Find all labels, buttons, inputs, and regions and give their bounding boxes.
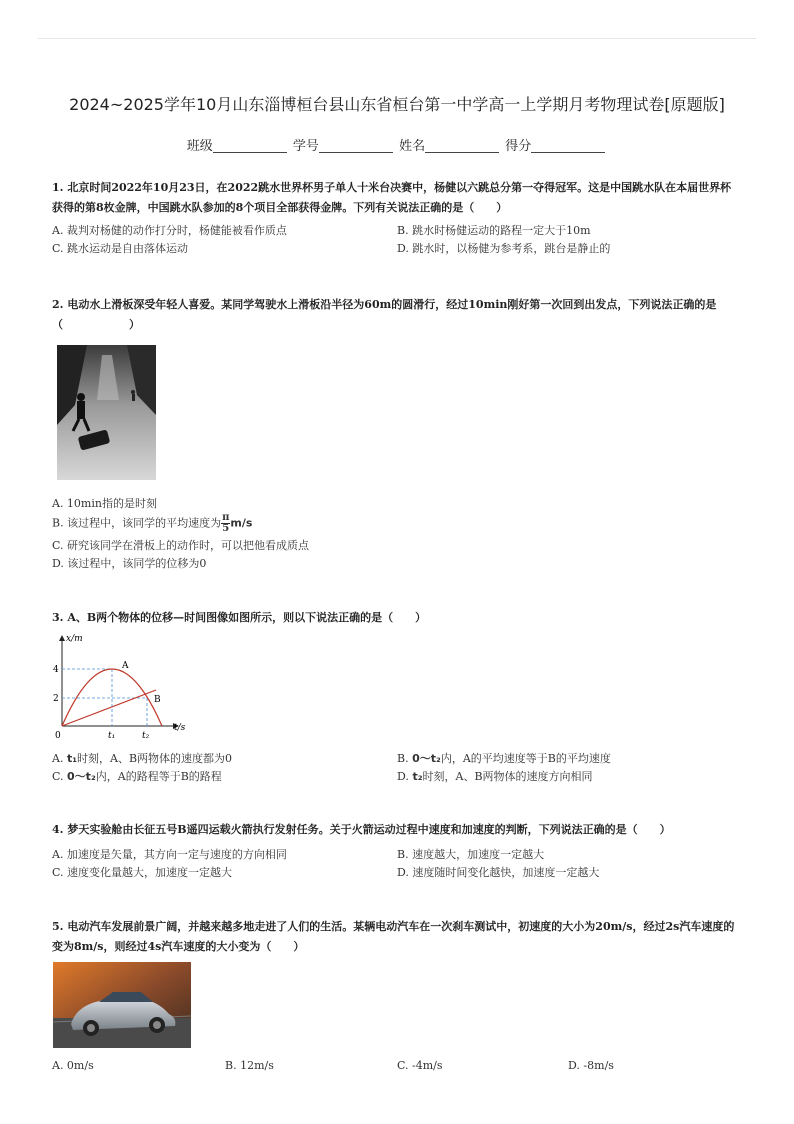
math-0-t2: 0～t₂ [412,752,441,765]
option-text: 时刻，A、B两物体的速度方向相同 [422,770,593,783]
question-5-option-a[interactable]: A. 0m/s [52,1059,94,1072]
question-3-option-a[interactable] [52,750,232,768]
line-b [62,690,156,726]
graph-y-tick-4: 4 [53,665,59,675]
info-label-score: 得分 [505,139,532,154]
question-2-option-a[interactable]: A. 10min指的是时刻 [52,497,157,510]
question-1-option-a[interactable]: A. 裁判对杨健的动作打分时，杨健能被看作质点 [52,224,287,237]
electric-car-photo [53,962,191,1048]
option-prefix: C. [52,770,64,783]
info-blank-name[interactable] [425,138,499,153]
math-t2: t₂ [412,770,423,783]
graph-x-tick-t2: t₂ [142,731,150,741]
question-5-option-d[interactable]: D. -8m/s [568,1059,614,1072]
info-blank-number[interactable] [319,138,393,153]
question-1-option-c[interactable]: C. 跳水运动是自由落体运动 [52,242,189,255]
question-4-option-b[interactable]: B. 速度越大，加速度一定越大 [397,848,545,861]
info-label-class: 班级 [186,139,213,154]
water-skiing-illustration [57,345,156,480]
curve-b-label: B [154,695,161,705]
info-blank-score[interactable] [531,138,605,153]
question-3-option-d[interactable] [397,768,593,786]
option-text: 时刻，A、B两物体的速度都为0 [77,752,233,765]
math-t1: t₁ [66,752,78,765]
question-5-option-c[interactable]: C. -4m/s [397,1059,443,1072]
graph-x-tick-t1: t₁ [108,731,116,741]
graph-origin: 0 [55,731,61,741]
question-4-option-d[interactable]: D. 速度随时间变化越快，加速度一定越大 [397,866,600,879]
graph-y-tick-2: 2 [53,694,59,704]
option-text: 内，A的平均速度等于B的平均速度 [440,752,611,765]
info-label-number: 学号 [292,139,319,154]
option-prefix: D. [397,770,409,783]
curve-a-label: A [122,661,129,671]
question-2-option-c[interactable]: C. 研究该同学在滑板上的动作时，可以把他看成质点 [52,539,310,552]
question-1-option-b[interactable]: B. 跳水时杨健运动的路程一定大于10m [397,224,591,237]
option-text: 内，A的路程等于B的路程 [95,770,222,783]
pi-over-five-fraction: $\frac{\pi}{5}$ [222,512,230,534]
velocity-unit: m/s [230,516,253,530]
question-2-option-d[interactable]: D. 该过程中，该同学的位移为0 [52,557,207,570]
question-2-option-b-text: B. 该过程中，该同学的平均速度为 [52,516,222,530]
page-title: 2024~2025学年10月山东淄博桓台县山东省桓台第一中学高一上学期月考物理试卷[原题版] [69,95,725,114]
graph-x-label: t/s [174,723,186,733]
displacement-time-graph [50,632,200,744]
question-4-option-a[interactable]: A. 加速度是矢量，其方向一定与速度的方向相同 [52,848,287,861]
info-blank-class[interactable] [213,138,287,153]
water-skiing-photo [57,345,156,480]
question-3-option-b[interactable] [397,750,611,768]
curve-a [62,669,162,726]
question-4-stem: 4. 梦天实验舱由长征五号B遥四运载火箭执行发射任务。关于火箭运动过程中速度和加速度的判断，下列说法正确的是（ ） [52,823,671,836]
question-2-stem: 2. 电动水上滑板深受年轻人喜爱。某同学驾驶水上滑板沿半径为60m的圆滑行，经过10min刚好第一次回到出发点，下列说法正确的是（ ） [52,298,717,331]
xt-graph-svg [50,632,200,744]
question-5-option-b[interactable]: B. 12m/s [225,1059,274,1072]
question-2-option-b[interactable] [52,513,252,534]
question-1-option-d[interactable]: D. 跳水时，以杨健为参考系，跳台是静止的 [397,242,611,255]
option-prefix: B. [397,752,409,765]
student-info-row [0,135,794,154]
question-5-stem: 5. 电动汽车发展前景广阔，并越来越多地走进了人们的生活。某辆电动汽车在一次刹车测试中，初速度的大小为20m/s，经过2s汽车速度的变为8m/s，则经过4s汽车速度的大小变为（ ） [52,920,735,953]
option-prefix: A. [52,752,64,765]
info-label-name: 姓名 [399,139,426,154]
question-1-stem: 1. 北京时间2022年10月23日，在2022跳水世界杯男子单人十米台决赛中，杨健以六跳总分第一夺得冠军。这是中国跳水队在本届世界杯获得的第8枚金牌，中国跳水队参加的8个项目全部获得金牌。下列有关说法正确的是（ ） [52,181,732,214]
electric-car-illustration [53,962,191,1048]
math-0-t2: 0～t₂ [67,770,96,783]
question-3-stem: 3. A、B两个物体的位移—时间图像如图所示，则以下说法正确的是（ ） [52,611,427,624]
question-4-option-c[interactable]: C. 速度变化量越大，加速度一定越大 [52,866,233,879]
graph-y-label: x/m [66,634,83,644]
top-divider [38,38,756,39]
question-3-option-c[interactable] [52,768,222,786]
